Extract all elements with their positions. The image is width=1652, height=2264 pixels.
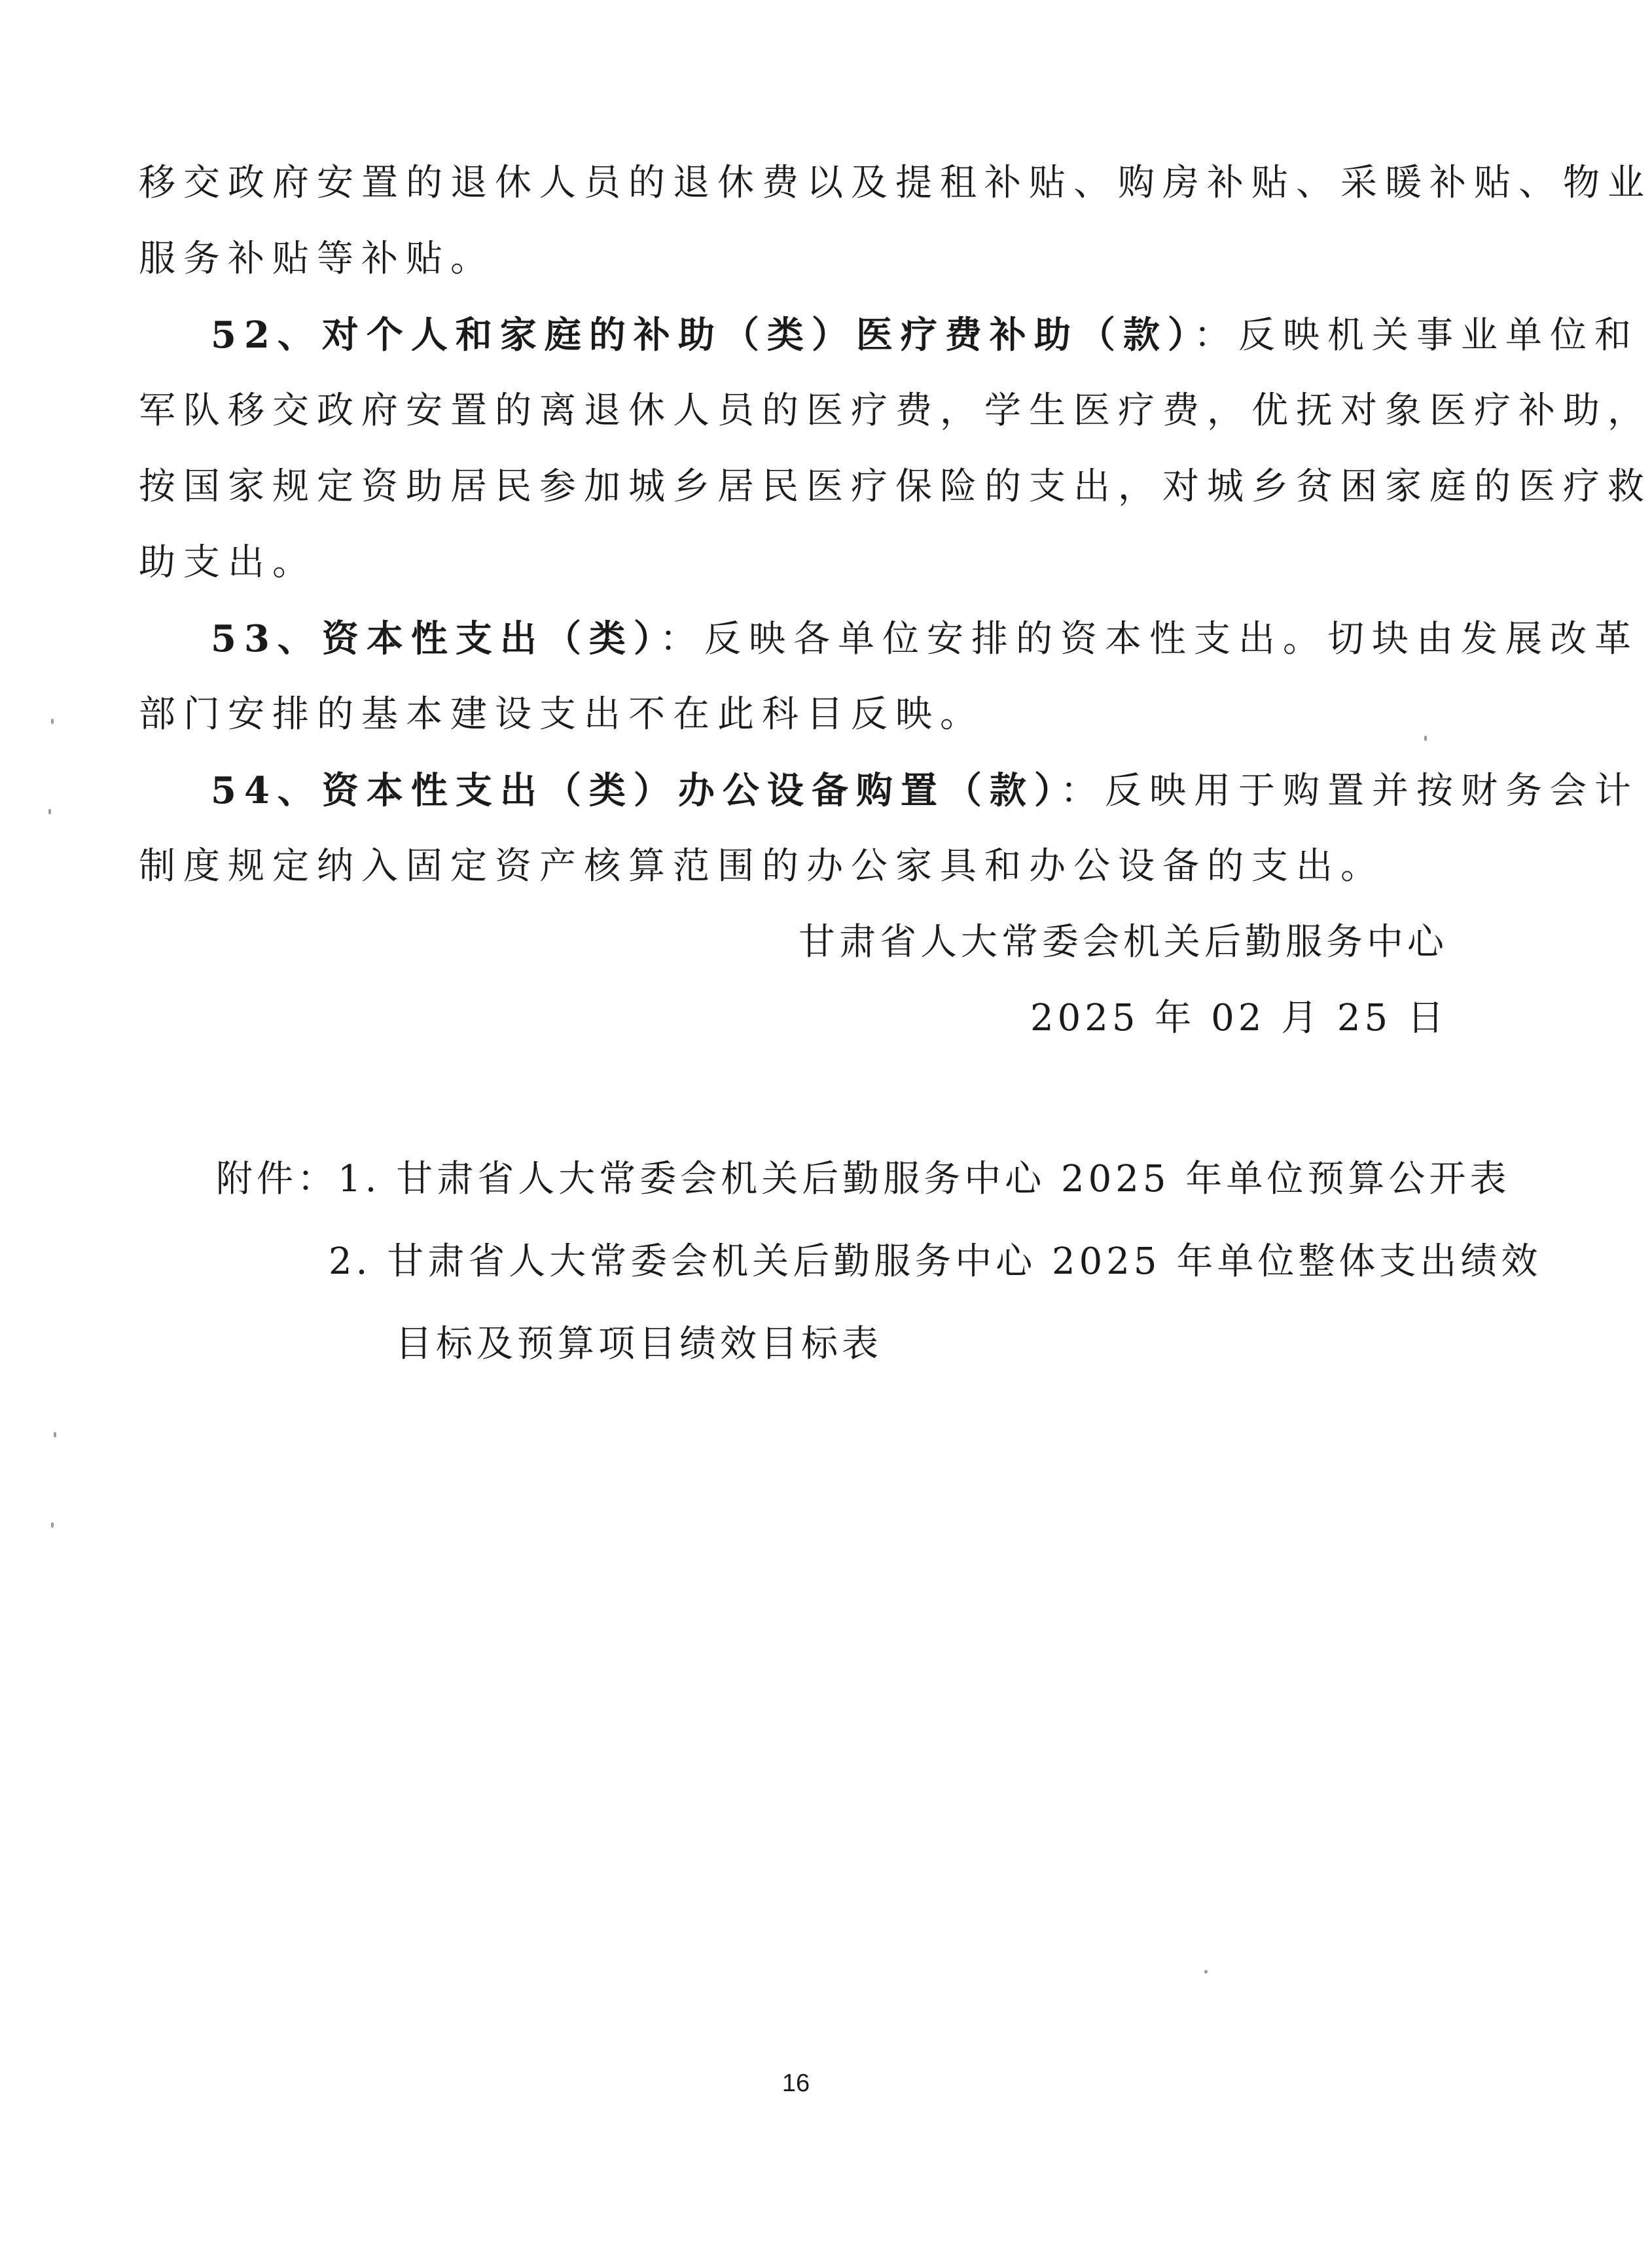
paragraph-line: [139, 840, 1385, 893]
paragraph-line: [139, 537, 317, 589]
section-52-heading: 52、对个人和家庭的补助（类）医疗费补助（款）: [211, 314, 1194, 357]
text: 移交政府安置的退休人员的退休费以及提租补贴、购房补贴、采暖补贴、物业: [139, 162, 1652, 204]
attachments-first-line: [216, 1153, 1510, 1206]
attachments-label: 附件：: [216, 1158, 338, 1200]
paragraph-line: [139, 461, 1652, 513]
scan-speck: [51, 719, 54, 724]
text: 军队移交政府安置的离退休人员的医疗费，学生医疗费，优抚对象医疗补助，: [139, 389, 1652, 432]
scan-speck: [1204, 1970, 1208, 1973]
scan-speck: [1424, 736, 1427, 741]
section-54-heading: 54、资本性支出（类）办公设备购置（款）: [211, 769, 1060, 812]
text: ：反映用于购置并按财务会计: [1060, 770, 1639, 812]
signature-organization: 甘肃省人大常委会机关后勤服务中心: [799, 921, 1448, 963]
attachment-item-2-continued: 目标及预算项目绩效目标表: [395, 1323, 882, 1365]
text: ：反映机关事业单位和: [1193, 314, 1639, 357]
paragraph-52-line: [211, 309, 1639, 362]
page-number: 16: [781, 2070, 810, 2097]
section-53-heading: 53、资本性支出（类）: [211, 617, 660, 660]
paragraph-line: [139, 233, 495, 285]
paragraph-line: [139, 689, 984, 741]
text: 按国家规定资助居民参加城乡居民医疗保险的支出，对城乡贫困家庭的医疗救: [139, 465, 1652, 508]
scan-speck: [48, 809, 51, 814]
attachment-item-2: 2. 甘肃省人大常委会机关后勤服务中心 2025 年单位整体支出绩效: [329, 1240, 1542, 1283]
text: 助支出。: [139, 541, 317, 584]
text: 制度规定纳入固定资产核算范围的办公家具和办公设备的支出。: [139, 845, 1385, 888]
text: 部门安排的基本建设支出不在此科目反映。: [139, 693, 984, 736]
scan-speck: [54, 1432, 56, 1437]
text: 服务补贴等补贴。: [139, 238, 495, 280]
paragraph-54-line: [211, 764, 1639, 818]
paragraph-line: [139, 385, 1652, 437]
paragraph-line: [139, 157, 1652, 209]
signature-date: 2025 年 02 月 25 日: [1030, 997, 1448, 1039]
attachment-item-1: 1. 甘肃省人大常委会机关后勤服务中心 2025 年单位预算公开表: [338, 1158, 1511, 1200]
scan-speck: [51, 1522, 54, 1528]
text: ：反映各单位安排的资本性支出。切块由发展改革: [659, 618, 1639, 660]
paragraph-53-line: [211, 613, 1639, 666]
